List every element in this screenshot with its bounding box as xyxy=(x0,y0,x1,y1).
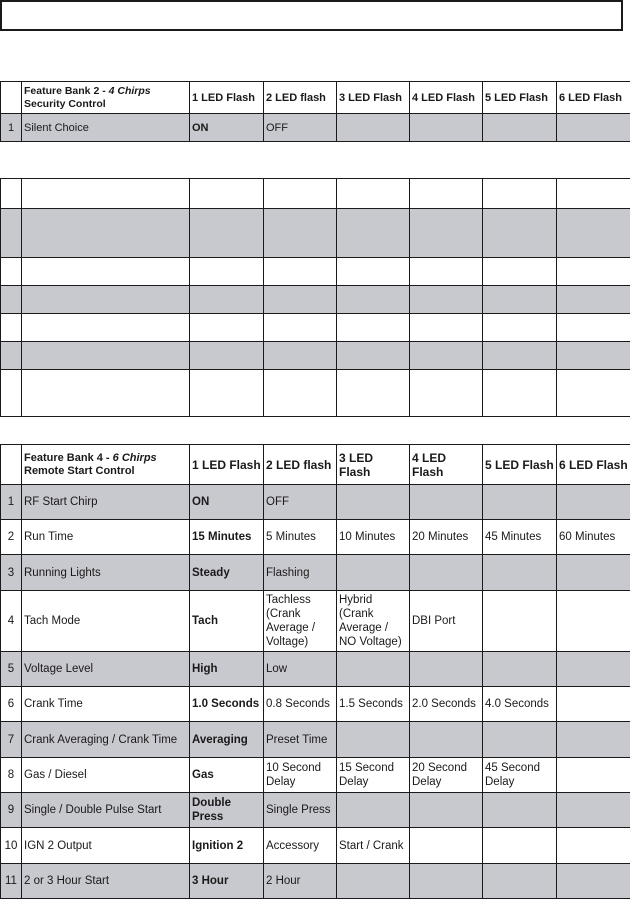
table-header-row xyxy=(1,179,630,209)
value-cell xyxy=(483,258,557,286)
value-cell xyxy=(557,114,630,142)
column-header xyxy=(264,179,337,209)
value-cell xyxy=(190,314,264,342)
table-row xyxy=(1,758,630,793)
column-header: 4 LED Flash xyxy=(410,445,483,485)
value-cell: Gas xyxy=(190,758,264,793)
feature-name: Silent Choice xyxy=(22,114,190,142)
value-cell: Averaging xyxy=(190,722,264,758)
value-cell: 20 Minutes xyxy=(410,520,483,555)
row-number: 5 xyxy=(1,652,22,687)
feature-bank-4-table xyxy=(0,444,630,899)
feature-name xyxy=(22,258,190,286)
column-header: 3 LED Flash xyxy=(337,445,410,485)
row-number xyxy=(1,342,22,370)
value-cell xyxy=(337,314,410,342)
table-row xyxy=(1,209,630,258)
value-cell xyxy=(190,342,264,370)
value-cell: Steady xyxy=(190,555,264,591)
value-cell xyxy=(190,258,264,286)
table-title xyxy=(22,179,190,209)
value-cell xyxy=(410,209,483,258)
column-header: 5 LED Flash xyxy=(483,82,557,114)
row-number xyxy=(1,370,22,417)
value-cell xyxy=(264,209,337,258)
value-cell xyxy=(483,793,557,828)
value-cell xyxy=(190,286,264,314)
value-cell: High xyxy=(190,652,264,687)
value-cell: Accessory xyxy=(264,828,337,864)
table-header-row xyxy=(1,82,630,114)
value-cell xyxy=(337,652,410,687)
value-cell xyxy=(557,286,630,314)
value-cell: 1.5 Seconds xyxy=(337,687,410,722)
value-cell: DBI Port xyxy=(410,591,483,652)
feature-name: IGN 2 Output xyxy=(22,828,190,864)
column-header: 2 LED flash xyxy=(264,445,337,485)
value-cell xyxy=(483,114,557,142)
table-row xyxy=(1,370,630,417)
value-cell: ON xyxy=(190,485,264,520)
value-cell xyxy=(410,828,483,864)
value-cell xyxy=(557,258,630,286)
table-row xyxy=(1,687,630,722)
column-header: 2 LED flash xyxy=(264,82,337,114)
table-title: Feature Bank 2 - 4 Chirps Security Control xyxy=(22,82,190,114)
row-number: 8 xyxy=(1,758,22,793)
value-cell xyxy=(557,652,630,687)
value-cell xyxy=(337,258,410,286)
value-cell xyxy=(483,370,557,417)
value-cell: 1.0 Seconds xyxy=(190,687,264,722)
value-cell: 5 Minutes xyxy=(264,520,337,555)
row-number: 11 xyxy=(1,864,22,899)
value-cell xyxy=(410,555,483,591)
value-cell xyxy=(410,864,483,899)
column-header xyxy=(557,179,630,209)
row-number: 9 xyxy=(1,793,22,828)
table-row xyxy=(1,314,630,342)
value-cell: Tach xyxy=(190,591,264,652)
feature-name: Run Time xyxy=(22,520,190,555)
value-cell xyxy=(410,652,483,687)
value-cell xyxy=(557,209,630,258)
value-cell xyxy=(557,314,630,342)
value-cell xyxy=(483,286,557,314)
value-cell: 10 Minutes xyxy=(337,520,410,555)
num-header-cell xyxy=(1,445,22,485)
value-cell xyxy=(190,209,264,258)
value-cell xyxy=(410,370,483,417)
row-number: 6 xyxy=(1,687,22,722)
table-row xyxy=(1,342,630,370)
row-number: 1 xyxy=(1,485,22,520)
column-header: 1 LED Flash xyxy=(190,445,264,485)
value-cell xyxy=(483,209,557,258)
table-header-row xyxy=(1,445,630,485)
value-cell xyxy=(483,591,557,652)
feature-bank-2-table xyxy=(0,81,630,142)
value-cell: 2.0 Seconds xyxy=(410,687,483,722)
value-cell: Preset Time xyxy=(264,722,337,758)
value-cell: Start / Crank xyxy=(337,828,410,864)
value-cell: 2 Hour xyxy=(264,864,337,899)
value-cell xyxy=(410,722,483,758)
feature-name: Crank Averaging / Crank Time xyxy=(22,722,190,758)
value-cell xyxy=(337,864,410,899)
top-title-box xyxy=(0,0,623,31)
value-cell xyxy=(483,864,557,899)
value-cell xyxy=(190,370,264,417)
column-header: 6 LED Flash xyxy=(557,445,630,485)
row-number: 1 xyxy=(1,114,22,142)
value-cell xyxy=(557,793,630,828)
value-cell xyxy=(410,314,483,342)
table-row xyxy=(1,722,630,758)
table-row xyxy=(1,652,630,687)
feature-name: 2 or 3 Hour Start xyxy=(22,864,190,899)
value-cell xyxy=(337,114,410,142)
table-title: Feature Bank 4 - 6 Chirps Remote Start Control xyxy=(22,445,190,485)
value-cell: Single Press xyxy=(264,793,337,828)
table-row xyxy=(1,828,630,864)
row-number: 4 xyxy=(1,591,22,652)
value-cell xyxy=(264,314,337,342)
table-row xyxy=(1,286,630,314)
value-cell: 0.8 Seconds xyxy=(264,687,337,722)
feature-name xyxy=(22,209,190,258)
value-cell xyxy=(557,722,630,758)
row-number: 2 xyxy=(1,520,22,555)
value-cell xyxy=(557,370,630,417)
value-cell xyxy=(557,758,630,793)
value-cell xyxy=(264,258,337,286)
table-row xyxy=(1,258,630,286)
value-cell xyxy=(337,342,410,370)
table-row xyxy=(1,864,630,899)
num-header-cell xyxy=(1,179,22,209)
value-cell xyxy=(264,370,337,417)
value-cell: Ignition 2 xyxy=(190,828,264,864)
feature-name: Gas / Diesel xyxy=(22,758,190,793)
value-cell xyxy=(337,485,410,520)
column-header: 5 LED Flash xyxy=(483,445,557,485)
column-header: 4 LED Flash xyxy=(410,82,483,114)
value-cell xyxy=(410,286,483,314)
value-cell xyxy=(337,209,410,258)
value-cell xyxy=(410,258,483,286)
feature-name xyxy=(22,286,190,314)
value-cell xyxy=(483,555,557,591)
value-cell xyxy=(483,722,557,758)
value-cell xyxy=(337,555,410,591)
value-cell xyxy=(557,591,630,652)
value-cell: 4.0 Seconds xyxy=(483,687,557,722)
value-cell: 20 Second Delay xyxy=(410,758,483,793)
row-number xyxy=(1,314,22,342)
value-cell xyxy=(557,828,630,864)
value-cell xyxy=(337,286,410,314)
value-cell: 15 Second Delay xyxy=(337,758,410,793)
value-cell xyxy=(410,342,483,370)
value-cell xyxy=(483,828,557,864)
value-cell: Tachless (Crank Average / Voltage) xyxy=(264,591,337,652)
row-number xyxy=(1,258,22,286)
value-cell xyxy=(557,864,630,899)
value-cell: Flashing xyxy=(264,555,337,591)
value-cell xyxy=(264,342,337,370)
feature-name xyxy=(22,314,190,342)
table-row xyxy=(1,555,630,591)
table-row xyxy=(1,793,630,828)
value-cell: 15 Minutes xyxy=(190,520,264,555)
column-header: 3 LED Flash xyxy=(337,82,410,114)
column-header xyxy=(410,179,483,209)
value-cell: 3 Hour xyxy=(190,864,264,899)
value-cell xyxy=(410,485,483,520)
value-cell: Hybrid (Crank Average / NO Voltage) xyxy=(337,591,410,652)
value-cell xyxy=(483,485,557,520)
value-cell xyxy=(337,722,410,758)
value-cell xyxy=(337,793,410,828)
feature-name xyxy=(22,342,190,370)
value-cell xyxy=(410,793,483,828)
row-number: 7 xyxy=(1,722,22,758)
value-cell: Double Press xyxy=(190,793,264,828)
value-cell: 60 Minutes xyxy=(557,520,630,555)
table-row xyxy=(1,520,630,555)
value-cell: 45 Minutes xyxy=(483,520,557,555)
value-cell xyxy=(557,342,630,370)
feature-name: Crank Time xyxy=(22,687,190,722)
feature-name: Tach Mode xyxy=(22,591,190,652)
value-cell xyxy=(483,652,557,687)
value-cell xyxy=(557,687,630,722)
feature-name: Voltage Level xyxy=(22,652,190,687)
value-cell: 45 Second Delay xyxy=(483,758,557,793)
table-row xyxy=(1,114,630,142)
value-cell xyxy=(337,370,410,417)
value-cell: ON xyxy=(190,114,264,142)
value-cell xyxy=(483,314,557,342)
feature-bank-blank-table xyxy=(0,178,630,417)
column-header xyxy=(483,179,557,209)
value-cell: 10 Second Delay xyxy=(264,758,337,793)
column-header: 1 LED Flash xyxy=(190,82,264,114)
value-cell xyxy=(483,342,557,370)
row-number xyxy=(1,209,22,258)
value-cell xyxy=(557,485,630,520)
column-header: 6 LED Flash xyxy=(557,82,630,114)
feature-name xyxy=(22,370,190,417)
table-row xyxy=(1,591,630,652)
value-cell: OFF xyxy=(264,114,337,142)
row-number: 10 xyxy=(1,828,22,864)
column-header xyxy=(190,179,264,209)
value-cell xyxy=(410,114,483,142)
row-number xyxy=(1,286,22,314)
num-header-cell xyxy=(1,82,22,114)
value-cell: OFF xyxy=(264,485,337,520)
value-cell: Low xyxy=(264,652,337,687)
feature-name: RF Start Chirp xyxy=(22,485,190,520)
feature-name: Running Lights xyxy=(22,555,190,591)
column-header xyxy=(337,179,410,209)
value-cell xyxy=(264,286,337,314)
feature-name: Single / Double Pulse Start xyxy=(22,793,190,828)
value-cell xyxy=(557,555,630,591)
row-number: 3 xyxy=(1,555,22,591)
table-row xyxy=(1,485,630,520)
